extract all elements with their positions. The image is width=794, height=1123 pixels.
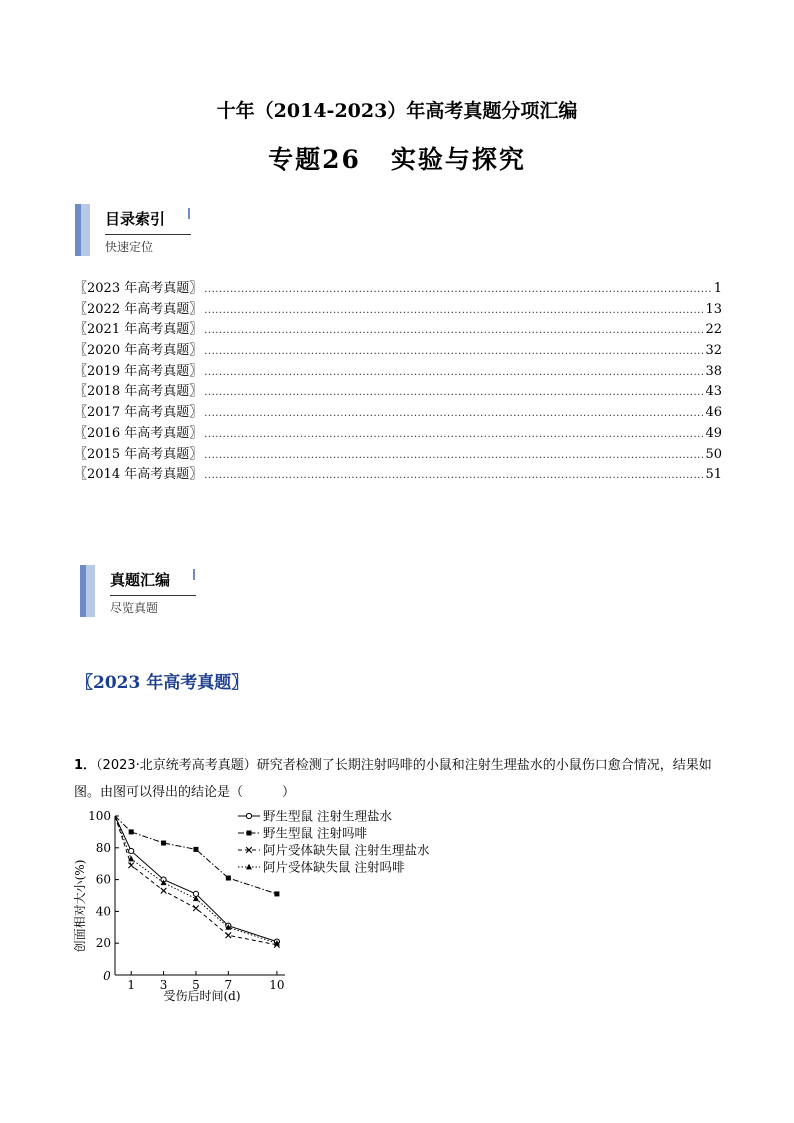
toc-leader-dots (204, 470, 703, 481)
question-source: （2023·北京统考高考真题） (96, 758, 257, 773)
toc-entry[interactable] (74, 277, 722, 298)
topic-number: 26 (322, 145, 361, 174)
x-tick-label: 7 (224, 978, 233, 992)
toc-entry[interactable] (74, 380, 722, 401)
toc-entry[interactable] (74, 463, 722, 484)
toc-entry-label: 〖2017 年高考真题〗 (74, 405, 203, 421)
questions-caption: 尽览真题 (110, 601, 159, 615)
toc-entry-label: 〖2018 年高考真题〗 (74, 384, 203, 400)
legend-label-1: 野生型鼠 注射生理盐水 (263, 808, 392, 824)
toc-entry[interactable] (74, 339, 722, 360)
table-of-contents (74, 277, 722, 484)
toc-entry-label: 〖2019 年高考真题〗 (74, 363, 203, 379)
series-line-2 (115, 816, 277, 894)
toc-entry[interactable] (74, 318, 722, 339)
toc-heading: 目录索引 (105, 210, 166, 228)
toc-entry-label: 〖2016 年高考真题〗 (74, 425, 203, 441)
legend-label-3: 阿片受体缺失鼠 注射生理盐水 (263, 842, 430, 858)
questions-heading: 真题汇编 (110, 571, 171, 589)
legend-label-2: 野生型鼠 注射吗啡 (263, 825, 367, 841)
toc-entry-page: 46 (705, 405, 722, 421)
series-2-point (161, 841, 166, 846)
x-tick-label: 10 (269, 978, 285, 992)
legend-marker-4 (246, 864, 252, 870)
toc-entry-page: 32 (705, 343, 722, 359)
series-2-point (129, 829, 134, 834)
y-tick-label: 40 (95, 904, 111, 919)
toc-entry[interactable] (74, 422, 722, 443)
toc-entry-page: 43 (705, 384, 722, 400)
toc-leader-dots (204, 346, 703, 357)
questions-section-header (80, 565, 210, 621)
toc-leader-dots (204, 325, 703, 336)
series-3-point (128, 862, 134, 868)
series-3-point (226, 932, 232, 938)
y-axis-label: 创面相对大小(%) (73, 859, 87, 953)
year-heading: 〖2023 年高考真题〗 (76, 673, 249, 693)
series-2-point (274, 891, 279, 896)
toc-entry-page: 49 (705, 425, 722, 441)
toc-entry[interactable] (74, 298, 722, 319)
legend-label-4: 阿片受体缺失鼠 注射吗啡 (263, 859, 405, 875)
toc-entry[interactable] (74, 443, 722, 464)
toc-entry-page: 38 (705, 363, 722, 379)
x-axis-label: 受伤后时间(d) (163, 989, 241, 1003)
toc-leader-dots (204, 367, 703, 378)
document-title: 十年（2014-2023）年高考真题分项汇编 (216, 100, 578, 122)
toc-entry-label: 〖2020 年高考真题〗 (74, 343, 203, 359)
toc-leader-dots (204, 450, 703, 461)
question-number: 1． (74, 758, 97, 773)
toc-entry-label: 〖2021 年高考真题〗 (74, 322, 203, 338)
toc-caption: 快速定位 (105, 240, 154, 254)
legend-marker-2 (247, 831, 252, 836)
series-2-point (226, 876, 231, 881)
y-tick-label: 20 (95, 936, 111, 951)
wound-healing-line-chart (70, 806, 470, 1006)
x-tick-label: 1 (127, 978, 136, 992)
toc-leader-dots (204, 284, 712, 295)
topic-name: 实验与探究 (390, 145, 526, 174)
toc-section-header (75, 204, 205, 260)
toc-entry-page: 50 (705, 446, 722, 462)
toc-entry-label: 〖2014 年高考真题〗 (74, 467, 203, 483)
series-3-point (193, 905, 199, 911)
toc-entry[interactable] (74, 401, 722, 422)
question-1 (74, 752, 724, 806)
legend-marker-1 (246, 813, 251, 818)
x-tick-label: 3 (159, 978, 168, 992)
toc-entry[interactable] (74, 360, 722, 381)
series-3-point (161, 888, 167, 894)
toc-leader-dots (204, 305, 703, 316)
series-line-3 (115, 816, 277, 945)
toc-entry-page: 1 (713, 281, 722, 296)
toc-entry-label: 〖2015 年高考真题〗 (74, 446, 203, 462)
toc-entry-label: 〖2022 年高考真题〗 (74, 301, 203, 317)
toc-entry-page: 51 (705, 467, 722, 483)
x-tick-label: 5 (192, 978, 200, 992)
toc-leader-dots (204, 429, 703, 440)
topic-prefix: 专题 (268, 145, 323, 174)
toc-entry-page: 22 (705, 322, 722, 338)
y-tick-label: 80 (95, 840, 111, 855)
toc-entry-label: 〖2023 年高考真题〗 (74, 281, 203, 296)
toc-leader-dots (204, 408, 703, 419)
origin-label: 0 (103, 969, 111, 983)
toc-entry-page: 13 (705, 301, 722, 317)
toc-leader-dots (204, 387, 703, 398)
topic-title (0, 140, 794, 176)
question-text: 研究者检测了长期注射吗啡的小鼠和注射生理盐水的小鼠伤口愈合情况，结果如图。由图可以得出的结论是（ ） (74, 758, 712, 800)
y-tick-label: 100 (88, 809, 111, 823)
series-2-point (193, 847, 198, 852)
y-tick-label: 60 (95, 872, 111, 887)
